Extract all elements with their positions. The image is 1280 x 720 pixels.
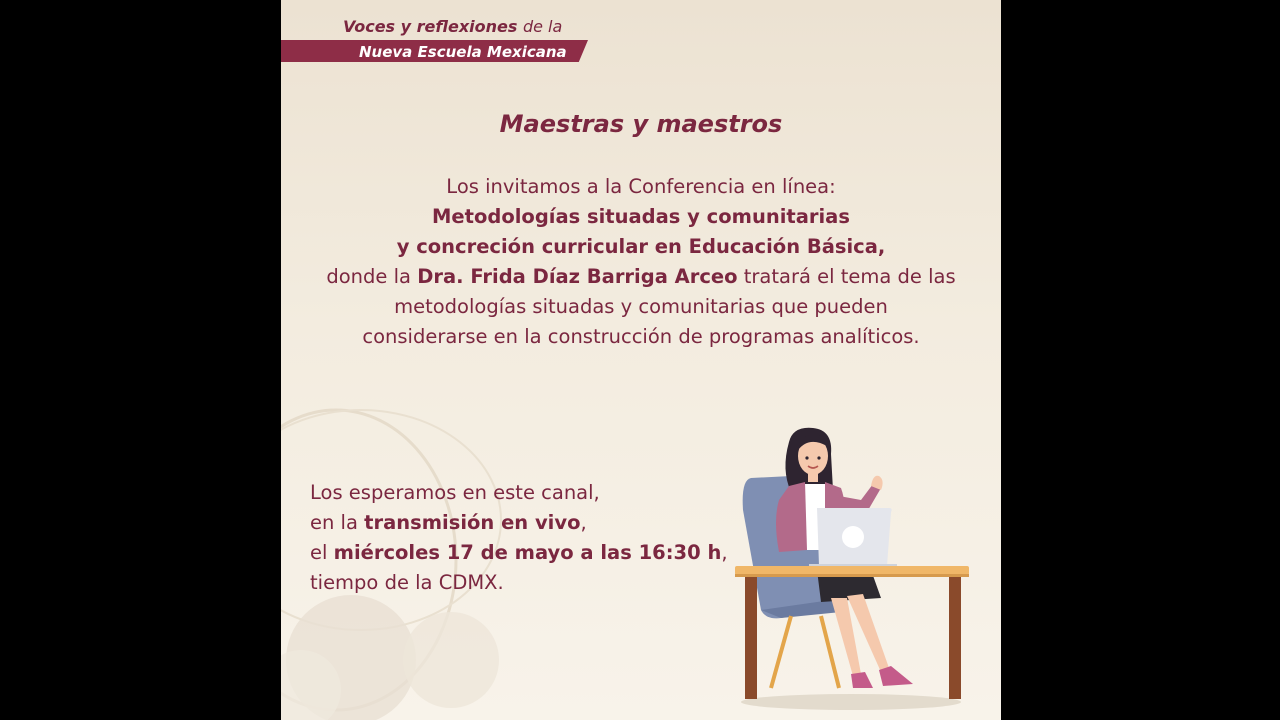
invite-line-4-post: tratará el tema de las — [743, 265, 956, 288]
speaker-name: Dra. Frida Díaz Barriga Arceo — [417, 265, 738, 288]
schedule-line-3-pre: el — [310, 541, 328, 564]
schedule-line-4: tiempo de la CDMX. — [310, 571, 504, 594]
announcement-poster — [281, 0, 1001, 720]
invite-line-4-pre: donde la — [326, 265, 411, 288]
schedule-line-2 — [310, 508, 728, 538]
schedule-line-2-pre: en la — [310, 511, 358, 534]
schedule-line-3-post: , — [721, 541, 728, 564]
schedule-line-3 — [310, 538, 728, 568]
brand-title-part2: de la — [522, 17, 563, 36]
conference-title-line-1: Metodologías situadas y comunitarias — [432, 205, 850, 228]
invite-line-4 — [281, 262, 1001, 292]
event-datetime: miércoles 17 de mayo a las 16:30 h — [333, 541, 722, 564]
live-stream-label: transmisión en vivo — [364, 511, 581, 534]
invitation-text — [281, 172, 1001, 352]
schedule-line-1: Los esperamos en este canal, — [310, 481, 600, 504]
invite-line-6: considerarse en la construcción de programas analíticos. — [362, 325, 920, 348]
invite-line-1: Los invitamos a la Conferencia en línea: — [446, 175, 836, 198]
schedule-text — [310, 478, 728, 598]
page-heading: Maestras y maestros — [499, 110, 783, 138]
brand-title — [343, 17, 562, 36]
conference-title-line-2: y concreción curricular en Educación Básica, — [396, 235, 886, 258]
brand-subtitle: Nueva Escuela Mexicana — [359, 43, 567, 61]
schedule-line-2-post: , — [580, 511, 587, 534]
teacher-laptop-illustration — [721, 420, 981, 720]
brand-title-part1: Voces y reflexiones — [343, 17, 518, 36]
invite-line-5: metodologías situadas y comunitarias que pueden — [394, 295, 888, 318]
